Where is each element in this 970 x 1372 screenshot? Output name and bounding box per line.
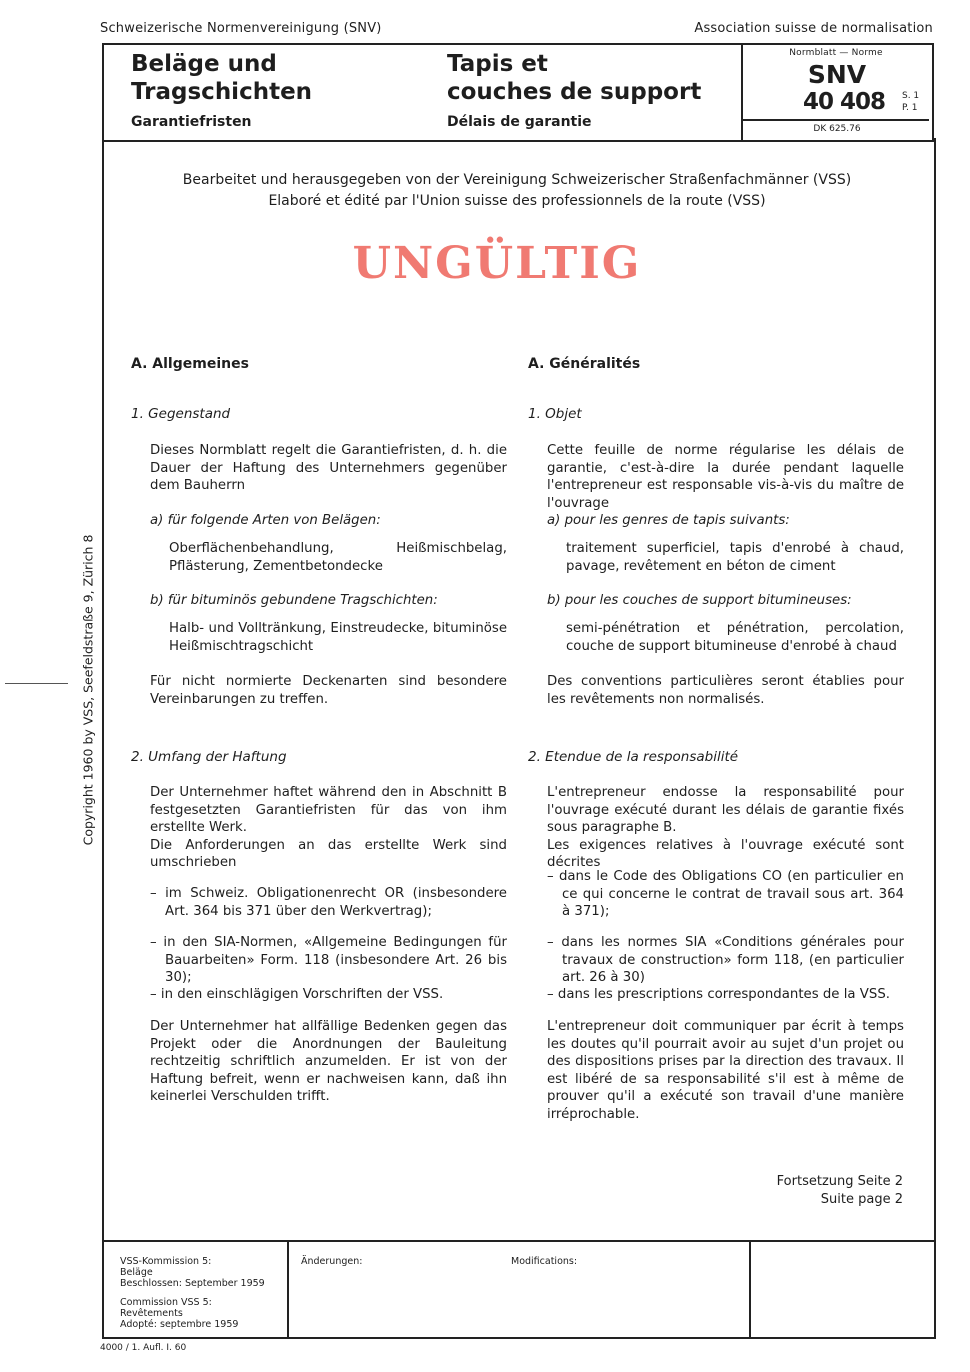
dk-number: DK 625.76	[813, 124, 861, 134]
header-divider	[743, 119, 929, 121]
section-2-title-fr: 2. Etendue de la responsabilité	[528, 749, 739, 765]
paragraph-fr: L'entrepreneur doit communiquer par écrit à temps les doutes qu'il pourrait avoir au sujet d'un projet ou des dispositions prises par la direction des travaux. Il est libéré de sa responsabilité s'il est à même de prouver qu'il a exécuté son travail d'une manière irréprochable.	[547, 1019, 904, 1122]
commission-fr: Commission VSS 5: Revêtements Adopté: septembre 1959	[120, 1297, 239, 1330]
title-de: Beläge und Tragschichten	[131, 51, 313, 105]
normblatt-label: Normblatt — Norme	[789, 48, 883, 58]
publisher-line-fr: Elaboré et édité par l'Union suisse des professionnels de la route (VSS)	[268, 193, 766, 209]
bullet-de: – in den SIA-Normen, «Allgemeine Bedingungen für Bauarbeiten» Form. 118 (insbesondere Art. 26 bis 30);	[150, 935, 507, 985]
footer-divider	[287, 1242, 289, 1337]
bullet-fr: – dans le Code des Obligations CO (en particulier en ce qui concerne le contrat de travail sous art. 364 à 371);	[547, 869, 904, 919]
changes-label-de: Änderungen:	[301, 1256, 363, 1267]
bullet-de: – in den einschlägigen Vorschriften der VSS.	[150, 987, 444, 1002]
list-body-fr: traitement superficiel, tapis d'enrobé à chaud, pavage, revêtement en béton de ciment	[566, 541, 904, 574]
list-head-de: b) für bituminös gebundene Tragschichten:	[150, 593, 438, 608]
list-body-de: Oberflächenbehandlung, Heißmischbelag, Pflästerung, Zementbetondecke	[169, 541, 507, 574]
changes-label-fr: Modifications:	[511, 1256, 578, 1267]
publisher-line-de: Bearbeitet und herausgegeben von der Vereinigung Schweizerischer Straßenfachmänner (VSS)	[182, 172, 852, 188]
paragraph-de: Der Unternehmer hat allfällige Bedenken gegen das Projekt oder die Anordnungen der Bauleitung rechtzeitig schriftlich anzumelden. Er ist von der Haftung befreit, wenn er nachweisen kann, daß ihn keinerlei Verschulden trifft.	[150, 1019, 507, 1104]
copyright-notice: Copyright 1960 by VSS, Seefeldstraße 9, Zürich 8	[80, 534, 96, 846]
section-2-title-de: 2. Umfang der Haftung	[131, 749, 287, 765]
section-1-title-fr: 1. Objet	[528, 406, 582, 422]
margin-mark	[5, 683, 68, 684]
paragraph-fr: Des conventions particulières seront établies pour les revêtements non normalisés.	[547, 674, 904, 707]
list-head-de: a) für folgende Arten von Belägen:	[150, 513, 381, 528]
paragraph-fr: Cette feuille de norme régularise les délais de garantie, c'est-à-dire la durée pendant laquelle l'entrepreneur est responsable vis-à-vis du maître de l'ouvrage	[547, 443, 904, 511]
list-head-fr: a) pour les genres de tapis suivants:	[547, 513, 790, 528]
bullet-de: – im Schweiz. Obligationenrecht OR (insbesondere Art. 364 bis 371 über den Werkvertrag);	[150, 886, 507, 919]
title-fr: Tapis et couches de support	[447, 51, 702, 105]
subtitle-de: Garantiefristen	[131, 114, 252, 130]
continuation-de: Fortsetzung Seite 2	[776, 1174, 903, 1189]
paragraph-de: Der Unternehmer haftet während den in Abschnitt B festgesetzten Garantiefristen für das von ihm erstellte Werk. Die Anforderungen an das erstellte Werk sind umschrieben	[150, 785, 507, 870]
section-a-title-fr: A. Généralités	[528, 356, 641, 372]
list-body-de: Halb- und Volltränkung, Einstreudecke, bituminöse Heißmischtragschicht	[169, 621, 507, 654]
snv-label: SNV	[807, 60, 867, 89]
section-1-title-de: 1. Gegenstand	[131, 406, 231, 422]
footer-divider	[749, 1242, 751, 1337]
norm-number: 40 408	[803, 89, 886, 115]
invalid-stamp: UNGÜLTIG	[352, 238, 642, 289]
bullet-fr: – dans les prescriptions correspondantes de la VSS.	[547, 987, 890, 1002]
commission-de: VSS-Kommission 5: Beläge Beschlossen: September 1959	[120, 1256, 265, 1289]
footer-box	[102, 1240, 936, 1339]
paragraph-de: Für nicht normierte Deckenarten sind besondere Vereinbarungen zu treffen.	[150, 674, 507, 707]
org-name-de: Schweizerische Normenvereinigung (SNV)	[100, 21, 382, 36]
list-body-fr: semi-pénétration et pénétration, percolation, couche de support bitumineuse d'enrobé à chaud	[566, 621, 904, 654]
bullet-fr: – dans les normes SIA «Conditions générales pour travaux de construction» form 118, (en particulier art. 26 à 30)	[547, 935, 904, 985]
list-head-fr: b) pour les couches de support bitumineuses:	[547, 593, 852, 608]
org-name-fr: Association suisse de normalisation	[694, 21, 933, 36]
section-a-title-de: A. Allgemeines	[131, 356, 249, 372]
print-code: 4000 / 1. Aufl. I. 60	[100, 1343, 187, 1353]
continuation-fr: Suite page 2	[820, 1192, 903, 1207]
page-marker: S. 1 P. 1	[902, 91, 920, 113]
paragraph-de: Dieses Normblatt regelt die Garantiefristen, d. h. die Dauer der Haftung des Unternehmers gegenüber dem Bauherrn	[150, 443, 507, 493]
subtitle-fr: Délais de garantie	[447, 114, 592, 130]
paragraph-fr: L'entrepreneur endosse la responsabilité pour l'ouvrage exécuté durant les délais de garantie fixés sous paragraphe B. Les exigences relatives à l'ouvrage exécuté sont décrites	[547, 785, 904, 870]
